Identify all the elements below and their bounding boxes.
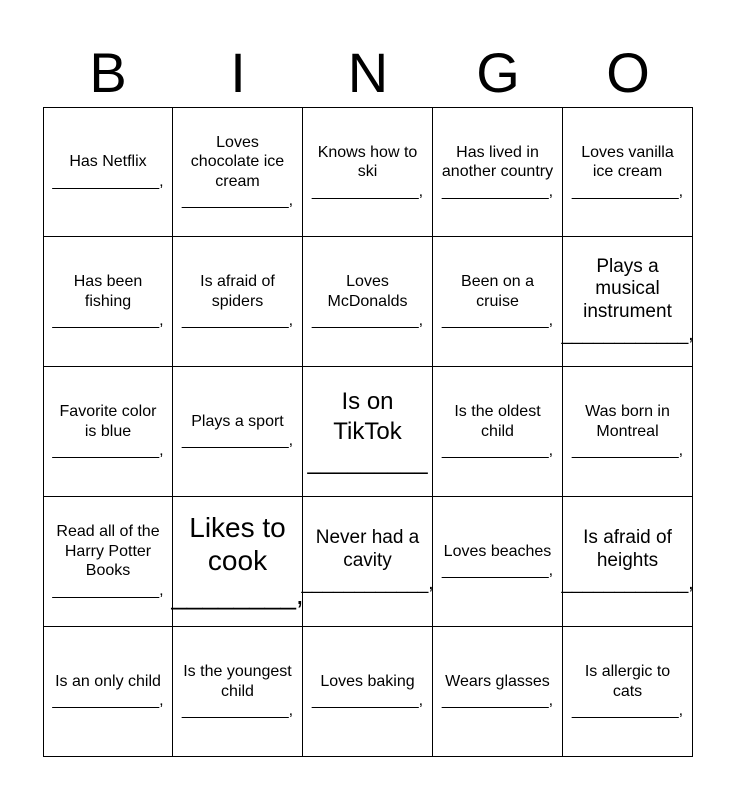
cell-text: Is an only child xyxy=(55,672,161,690)
bingo-cell[interactable] xyxy=(303,107,433,237)
bingo-cell[interactable] xyxy=(43,237,173,367)
cell-text: Was born in Montreal xyxy=(585,403,670,440)
header-letter-b: B xyxy=(89,41,127,104)
cell-blank-line: ____________, xyxy=(441,442,554,459)
cell-blank-line: ____________, xyxy=(52,692,164,710)
cell-text: Been on a cruise xyxy=(461,273,534,310)
cell-blank-line: ____________, xyxy=(52,312,164,329)
cell-blank-line: _________ xyxy=(307,447,428,475)
bingo-cell[interactable] xyxy=(303,367,433,497)
cell-text: Plays a sport xyxy=(191,412,284,430)
cell-text: Likes to cook xyxy=(189,511,286,576)
cell-text: Favorite color is blue xyxy=(59,403,157,440)
cell-blank-line: ____________, xyxy=(441,692,554,710)
cell-blank-line: ____________, xyxy=(441,562,554,580)
cell-blank-line: ____________, xyxy=(441,312,554,329)
cell-blank-line: ____________, xyxy=(181,192,294,210)
bingo-cell[interactable] xyxy=(43,367,173,497)
bingo-header xyxy=(43,40,693,106)
bingo-cell[interactable] xyxy=(173,497,303,627)
cell-text: Is afraid of heights xyxy=(583,527,672,571)
bingo-cell[interactable] xyxy=(173,237,303,367)
cell-text: Wears glasses xyxy=(445,672,550,690)
bingo-cell[interactable] xyxy=(433,237,563,367)
header-letter-i: I xyxy=(230,41,246,104)
bingo-cell[interactable] xyxy=(433,107,563,237)
bingo-cell[interactable] xyxy=(43,107,173,237)
bingo-cell[interactable] xyxy=(173,367,303,497)
cell-text: Read all of the Harry Potter Books xyxy=(56,523,160,580)
bingo-cell[interactable] xyxy=(43,627,173,757)
cell-text: Plays a musical instrument xyxy=(583,255,672,322)
cell-blank-line: ____________, xyxy=(441,182,554,200)
cell-blank-line: ____________, xyxy=(52,172,164,190)
cell-text: Has lived in another country xyxy=(441,143,554,180)
cell-blank-line: ____________, xyxy=(301,573,434,594)
bingo-cell[interactable] xyxy=(563,497,693,627)
cell-blank-line: ____________, xyxy=(571,442,684,459)
cell-text: Is the oldest child xyxy=(454,403,541,440)
cell-blank-line: ____________, xyxy=(311,692,424,710)
cell-blank-line: ____________, xyxy=(311,182,424,200)
bingo-cell[interactable] xyxy=(563,107,693,237)
bingo-cell[interactable] xyxy=(173,107,303,237)
bingo-cell[interactable] xyxy=(173,627,303,757)
bingo-cell[interactable] xyxy=(433,367,563,497)
bingo-grid xyxy=(43,107,693,757)
cell-blank-line: ____________, xyxy=(571,702,684,719)
bingo-cell[interactable] xyxy=(563,237,693,367)
bingo-cell[interactable] xyxy=(303,627,433,757)
cell-text: Loves chocolate ice cream xyxy=(190,133,285,190)
cell-blank-line: ____________, xyxy=(311,312,424,329)
cell-blank-line: ____________, xyxy=(181,312,294,329)
cell-text: Is on TikTok xyxy=(333,387,402,445)
cell-text: Is allergic to cats xyxy=(584,663,671,700)
bingo-cell[interactable] xyxy=(433,627,563,757)
cell-blank-line: ____________, xyxy=(561,573,694,594)
cell-blank-line: ____________, xyxy=(571,182,684,200)
cell-blank-line: ____________, xyxy=(52,442,164,459)
cell-text: Never had a cavity xyxy=(315,527,420,571)
cell-text: Has been fishing xyxy=(73,273,143,310)
bingo-cell[interactable] xyxy=(303,497,433,627)
cell-blank-line: ____________, xyxy=(561,324,694,346)
bingo-cell[interactable] xyxy=(43,497,173,627)
cell-text: Is the youngest child xyxy=(183,663,292,700)
bingo-cell[interactable] xyxy=(433,497,563,627)
cell-blank-line: ____________, xyxy=(52,581,164,599)
cell-text: Loves beaches xyxy=(443,542,552,560)
bingo-cell[interactable] xyxy=(303,237,433,367)
cell-text: Is afraid of spiders xyxy=(200,273,275,310)
cell-text: Loves baking xyxy=(320,672,415,690)
cell-text: Loves McDonalds xyxy=(327,273,408,310)
cell-blank-line: ________, xyxy=(171,578,304,610)
header-letter-g: G xyxy=(476,41,520,104)
cell-blank-line: ____________, xyxy=(181,702,294,719)
header-letter-o: O xyxy=(606,41,650,104)
cell-blank-line: ____________, xyxy=(181,432,294,450)
bingo-cell[interactable] xyxy=(563,627,693,757)
cell-text: Has Netflix xyxy=(69,153,147,171)
cell-text: Loves vanilla ice cream xyxy=(581,143,674,180)
bingo-cell[interactable] xyxy=(563,367,693,497)
header-letter-n: N xyxy=(347,41,389,104)
cell-text: Knows how to ski xyxy=(317,143,418,180)
